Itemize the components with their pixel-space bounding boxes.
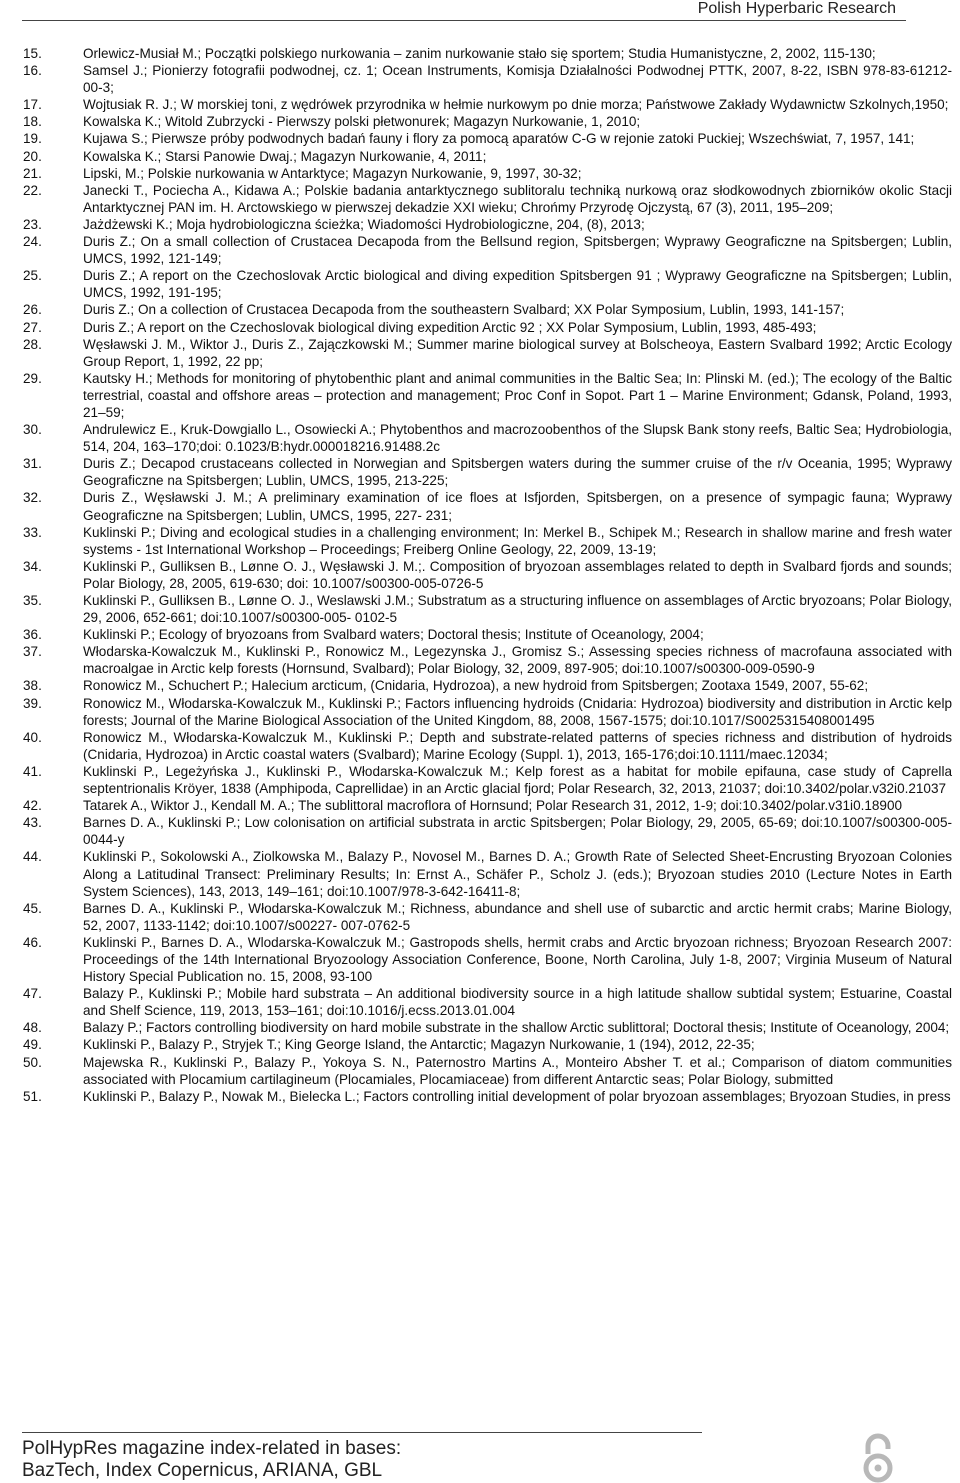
reference-item [20, 848, 960, 899]
reference-item [20, 96, 960, 113]
reference-item [20, 1088, 960, 1105]
reference-number: 23. [23, 216, 42, 232]
reference-item [20, 1036, 960, 1053]
reference-text: Duris Z.; A report on the Czechoslovak biological diving expedition Arctic 92 ; XX Polar Symposium, Lublin, 1993, 485-493; [83, 319, 817, 335]
reference-item [20, 301, 960, 318]
reference-item [20, 267, 960, 301]
reference-text: Kuklinski P., Sokolowski A., Ziolkowska M., Balazy P., Novosel M., Barnes D. A.; Growth Rate of Selected Sheet-Encrusting Bryozoan Colonies Along a Latitudinal Transect: Preliminary Results; In: Ernst A., Schäfer P., Scholz J. (eds.); Bryozoan studies 2010 (Lecture Notes in Earth System Sciences), 143, 2013, 149–161; doi:10.1007/978-3-642-16411-8; [83, 849, 952, 899]
reference-number: 37. [23, 644, 42, 660]
reference-text: Tatarek A., Wiktor J., Kendall M. A.; The sublittoral macroflora of Hornsund; Polar Research 31, 2012, 1-9; doi:10.3402/polar.v31i0.18900 [83, 798, 903, 814]
reference-number: 25. [23, 268, 42, 284]
reference-text: Kuklinski P., Balazy P., Stryjek T.; King George Island, the Antarctic; Magazyn Nurkowanie, 1 (194), 2012, 22-35; [83, 1037, 755, 1053]
reference-number: 47. [23, 986, 42, 1002]
reference-text: Lipski, M.; Polskie nurkowania w Antarktyce; Magazyn Nurkowanie, 9, 1997, 30-32; [83, 165, 582, 181]
footer-line-2: BazTech, Index Copernicus, ARIANA, GBL [22, 1460, 383, 1481]
reference-item [20, 319, 960, 336]
reference-number: 15. [23, 46, 42, 61]
reference-text: Duris Z., Węsławski J. M.; A preliminary examination of ice floes at Isfjorden, Spitsbergen, on a presence of sympagic fauna; Wyprawy Geograficzne na Spitsbergen; Lublin, UMCS, 1995, 227- 231; [83, 490, 952, 523]
reference-list [20, 45, 960, 1105]
reference-number: 36. [23, 627, 42, 643]
reference-item [20, 165, 960, 182]
reference-number: 50. [23, 1054, 42, 1070]
reference-text: Wojtusiak R. J.; W morskiej toni, z wędrówek przyrodnika w hełmie nurkowym po dnie morza; Państwowe Zakłady Wydawnictw Szkolnych,1950; [83, 97, 949, 113]
reference-text: Balazy P.; Factors controlling biodiversity on hard mobile substrate in the shallow Arctic sublittoral; Doctoral thesis; Institute of Oceanology, 2004; [83, 1020, 950, 1036]
reference-item [20, 814, 960, 848]
reference-text: Kuklinski P., Legeżyńska J., Kuklinski P., Włodarska-Kowalczuk M.; Kelp forest as a habitat for mobile epifauna, case study of Caprella septentrionalis Kröyer, 1838 (Amphipoda, Caprellidae) in an Arctic glacial fjord; Polar Research, 32, 2013, 21037; doi:10.3402/polar.v32i0.21037 [83, 763, 952, 797]
reference-number: 30. [23, 422, 42, 438]
reference-text: Kautsky H.; Methods for monitoring of phytobenthic plant and animal communities in the Baltic Sea; In: Plinski M. (ed.); The ecology of the Baltic terrestrial, coastal and offshore areas – protection and management; Proc Conf in Sopot. Part 1 – Marine Environment; Gdansk, Poland, 1993, 21–59; [83, 370, 952, 420]
reference-number: 44. [23, 849, 42, 865]
reference-text: Balazy P., Kuklinski P.; Mobile hard substrata – An additional biodiversity source in a high latitude shallow subtidal system; Estuarine, Coastal and Shelf Science, 119, 2013, 153–161; doi:10.1016/j.ecss.2013.01.004 [83, 986, 952, 1019]
reference-text: Ronowicz M., Schuchert P.; Halecium arcticum, (Cnidaria, Hydrozoa), a new hydroid from Spitsbergen; Zootaxa 1549, 2007, 55-62; [83, 678, 869, 694]
reference-item [20, 729, 960, 763]
reference-number: 27. [23, 319, 42, 335]
reference-item [20, 489, 960, 523]
reference-number: 28. [23, 336, 42, 352]
reference-item [20, 524, 960, 558]
reference-number: 24. [23, 234, 42, 250]
reference-text: Orlewicz-Musiał M.; Początki polskiego nurkowania – zanim nurkowanie stało się sportem; Studia Humanistyczne, 2, 2002, 115-130; [83, 46, 876, 61]
reference-text: Duris Z.; On a collection of Crustacea Decapoda from the southeastern Svalbard; XX Polar Symposium, Lublin, 1993, 141-157; [83, 302, 845, 318]
footer-divider [22, 1432, 702, 1433]
reference-item [20, 182, 960, 216]
reference-number: 32. [23, 490, 42, 506]
reference-item [20, 1019, 960, 1036]
header-divider [22, 20, 906, 21]
reference-item [20, 336, 960, 370]
reference-item [20, 62, 960, 96]
reference-text: Kujawa S.; Pierwsze próby podwodnych badań fauny i flory za pomocą aparatów C-G w rejonie zatoki Puckiej; Wszechświat, 7, 1957, 141; [83, 131, 915, 147]
reference-number: 17. [23, 97, 42, 113]
reference-text: Jażdżewski K.; Moja hydrobiologiczna ścieżka; Wiadomości Hydrobiologiczne, 204, (8), 2013; [83, 216, 645, 232]
reference-number: 39. [23, 695, 42, 711]
reference-item [20, 148, 960, 165]
reference-text: Kuklinski P., Barnes D. A., Wlodarska-Kowalczuk M.; Gastropods shells, hermit crabs and Arctic bryozoan richness; Bryozoan Research 2007: Proceedings of the 14th International Bryozoology Association Conference, Boone, North Carolina, July 1-8, 2007; Virginia Museum of Natural History Special Publication no. 15, 2008, 93-100 [83, 934, 952, 985]
reference-item [20, 216, 960, 233]
reference-number: 51. [23, 1088, 42, 1104]
reference-text: Kuklinski P., Gulliksen B., Lønne O. J., Weslawski J.M.; Substratum as a structuring influence on assemblages of Arctic bryozoans; Polar Biology, 29, 2006, 652-661; doi:10.1007/s00300-005- 0102-5 [83, 593, 952, 626]
reference-number: 33. [23, 524, 42, 540]
reference-item [20, 455, 960, 489]
reference-item [20, 695, 960, 729]
reference-text: Duris Z.; A report on the Czechoslovak Arctic biological and diving expedition Spitsbergen 91 ; Wyprawy Geograficzne na Spitsbergen; Lublin, UMCS, 1992, 191-195; [83, 268, 952, 301]
reference-text: Barnes D. A., Kuklinski P., Włodarska-Kowalczuk M.; Richness, abundance and shell use of subarctic and arctic hermit crabs; Marine Biology, 52, 2007, 1133-1142; doi:10.1007/s00227- 007-0762-5 [83, 900, 952, 933]
reference-number: 38. [23, 678, 42, 694]
reference-text: Włodarska-Kowalczuk M., Kuklinski P., Ronowicz M., Legezynska J., Gromisz S.; Assessing species richness of macrofauna associated with macroalgae in Arctic kelp forests (Hornsund, Svalbard); Polar Biology, 32, 2009, 897-905; doi:10.1007/s00300-009-0590-9 [83, 644, 952, 677]
reference-text: Ronowicz M., Włodarska-Kowalczuk M., Kuklinski P.; Factors influencing hydroids (Cnidaria: Hydrozoa) biodiversity and distribution in Arctic kelp forests; Journal of the Marine Biological Association of the United Kingdom, 88, 2008, 1567-1575; doi:10.1017/S0025315408001495 [83, 695, 952, 728]
reference-item [20, 900, 960, 934]
reference-item [20, 626, 960, 643]
running-header: Polish Hyperbaric Research [697, 0, 896, 17]
reference-number: 43. [23, 815, 42, 831]
reference-number: 16. [23, 63, 42, 79]
reference-item [20, 985, 960, 1019]
footer-line-1: PolHypRes magazine index-related in bases: [22, 1438, 402, 1459]
reference-text: Barnes D. A., Kuklinski P.; Low colonisation on artificial substrata in arctic Spitsbergen; Polar Biology, 29, 2005, 65-69; doi:10.1007/s00300-005-0044-y [83, 815, 952, 848]
reference-item [20, 1054, 960, 1088]
reference-number: 29. [23, 370, 42, 386]
reference-number: 31. [23, 456, 42, 472]
reference-text: Samsel J.; Pionierzy fotografii podwodnej, cz. 1; Ocean Instruments, Komisja Działalności Podwodnej PTTK, 2007, 8-22, ISBN 978-83-61212-00-3; [83, 63, 952, 96]
reference-item [20, 763, 960, 797]
reference-item [20, 233, 960, 267]
reference-number: 48. [23, 1020, 42, 1036]
reference-item [20, 677, 960, 694]
reference-text: Kowalska K.; Witold Zubrzycki - Pierwszy polski płetwonurek; Magazyn Nurkowanie, 1, 2010; [83, 114, 641, 130]
reference-item [20, 797, 960, 814]
reference-item [20, 558, 960, 592]
reference-number: 49. [23, 1037, 42, 1053]
reference-text: Kuklinski P., Gulliksen B., Lønne O. J., Węsławski J. M.;. Composition of bryozoan assemblages related to depth in Svalbard fjords and sounds; Polar Biology, 28, 2005, 619-630; doi: 10.1007/s00300-005-0726-5 [83, 558, 952, 591]
reference-number: 45. [23, 900, 42, 916]
reference-number: 26. [23, 302, 42, 318]
reference-number: 42. [23, 798, 42, 814]
reference-text: Janecki T., Pociecha A., Kidawa A.; Polskie badania antarktycznego sublitoralu techniką nurkową oraz słodkowodnych zbiorników okolic Stacji Antarktycznej PAN im. H. Arctowskiego w pierwszej dekadzie XXI wieku; Chrońmy Przyrodę Ojczystą, 67 (3), 2011, 195–209; [83, 182, 952, 215]
reference-number: 19. [23, 131, 42, 147]
reference-number: 41. [23, 763, 42, 779]
reference-text: Duris Z.; On a small collection of Crustacea Decapoda from the Bellsund region, Spitsbergen; Wyprawy Geograficzne na Spitsbergen; Lublin, UMCS, 1992, 121-149; [83, 234, 952, 267]
reference-text: Majewska R., Kuklinski P., Balazy P., Yokoya S. N., Paternostro Martins A., Monteiro Absher T. et al.; Comparison of diatom communities associated with Plocamium cartilagineum (Plocamiales, Plocamiaceae) from different Antarctic seas; Polar Biology, submitted [83, 1054, 952, 1087]
reference-item [20, 934, 960, 985]
reference-item [20, 643, 960, 677]
reference-text: Kuklinski P.; Diving and ecological studies in a challenging environment; In: Merkel B., Schipek M.; Research in shallow marine and fresh water systems - 1st International Workshop – Proceedings; Freiberg Online Geology, 22, 2009, 13-19; [83, 524, 952, 557]
reference-text: Kowalska K.; Starsi Panowie Dwaj.; Magazyn Nurkowanie, 4, 2011; [83, 148, 487, 164]
reference-text: Andrulewicz E., Kruk-Dowgiallo L., Osowiecki A.; Phytobenthos and macrozoobenthos of the Slupsk Bank stony reefs, Baltic Sea; Hydrobiologia, 514, 204, 163–170;doi: 0.1023/B:hydr.000018216.91488.2c [83, 422, 952, 455]
reference-item [20, 421, 960, 455]
reference-number: 22. [23, 182, 42, 198]
reference-text: Kuklinski P.; Ecology of bryozoans from Svalbard waters; Doctoral thesis; Institute of Oceanology, 2004; [83, 627, 704, 643]
reference-item [20, 130, 960, 147]
reference-item [20, 592, 960, 626]
reference-number: 34. [23, 558, 42, 574]
reference-number: 18. [23, 114, 42, 130]
reference-text: Kuklinski P., Balazy P., Nowak M., Bielecka L.; Factors controlling initial development of polar bryozoan assemblages; Bryozoan Studies, in press [83, 1088, 951, 1104]
reference-text: Węsławski J. M., Wiktor J., Duris Z., Zajączkowski M.; Summer marine biological survey at Bolscheoya, Eastern Svalbard 1992; Arctic Ecology Group Report, 1, 1992, 22 pp; [83, 336, 952, 369]
reference-number: 20. [23, 148, 42, 164]
reference-number: 35. [23, 593, 42, 608]
open-access-icon [858, 1432, 898, 1483]
footer [22, 1438, 401, 1482]
reference-text: Ronowicz M., Włodarska-Kowalczuk M., Kuklinski P.; Depth and substrate-related patterns of species richness and distribution of hydroids (Cnidaria, Hydrozoa) in Arctic coastal waters (Svalbard); Marine Ecology (Suppl. 1), 2013, 165-176;doi:10.1111/maec.12034; [83, 729, 952, 762]
reference-item [20, 370, 960, 421]
reference-item [20, 113, 960, 130]
reference-item [20, 45, 960, 62]
reference-text: Duris Z.; Decapod crustaceans collected in Norwegian and Spitsbergen waters during the summer cruise of the r/v Oceania, 1995; Wyprawy Geograficzne na Spitsbergen; Lublin, UMCS, 1995, 213-225; [83, 456, 952, 489]
reference-number: 40. [23, 729, 42, 745]
reference-number: 21. [23, 165, 42, 181]
reference-number: 46. [23, 934, 42, 950]
